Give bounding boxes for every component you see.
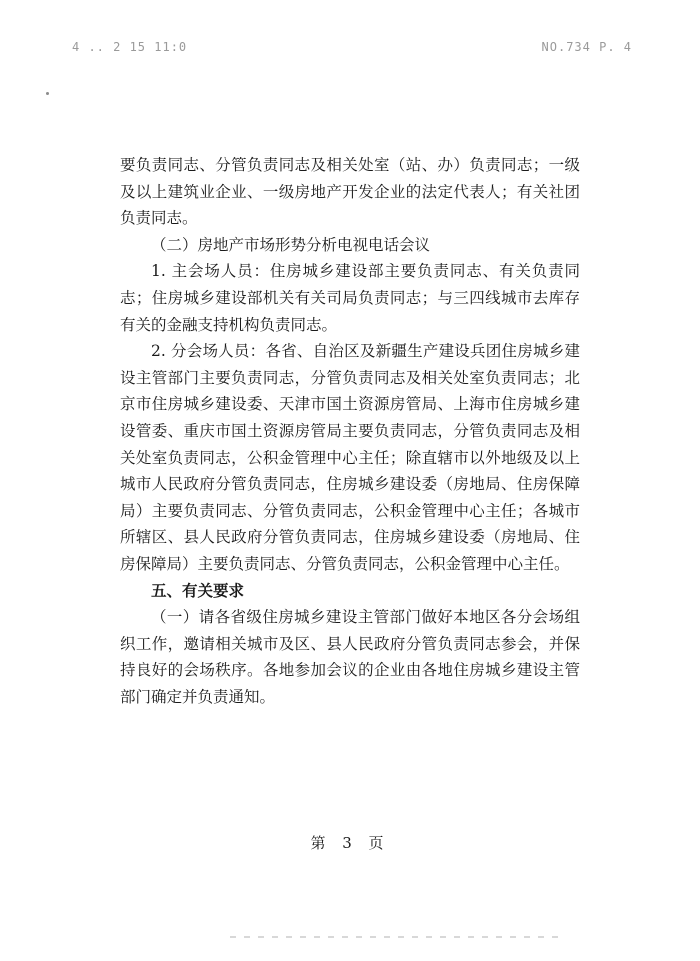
page-number: 第 3 页 (310, 834, 390, 852)
paragraph-main-venue: 1. 主会场人员：住房城乡建设部主要负责同志、有关负责同志；住房城乡建设部机关有关司局负责同志；与三四线城市去库存有关的金融支持机构负责同志。 (120, 262, 580, 334)
fax-header (72, 40, 632, 60)
fax-header-left: 4 .. 2 15 11:0 (72, 40, 188, 54)
scan-noise-line (230, 936, 560, 938)
scan-speck (46, 92, 49, 95)
paragraph-continuation: 要负责同志、分管负责同志及相关处室（站、办）负责同志；一级及以上建筑业企业、一级房地产开发企业的法定代表人；有关社团负责同志。 (120, 156, 580, 228)
subheading-tv-conference: （二）房地产市场形势分析电视电话会议 (151, 235, 431, 254)
document-body (120, 152, 580, 710)
paragraph-requirement-1: （一）请各省级住房城乡建设主管部门做好本地区各分会场组织工作，邀请相关城市及区、县人民政府分管负责同志参会，并保持良好的会场秩序。各地参加会议的企业由各地住房城乡建设主管部门确定并负责通知。 (120, 608, 580, 706)
paragraph-branch-venue: 2. 分会场人员：各省、自治区及新疆生产建设兵团住房城乡建设主管部门主要负责同志，分管负责同志及相关处室负责同志；北京市住房城乡建设委、天津市国土资源房管局、上海市住房城乡建设管委、重庆市国土资源房管局主要负责同志，分管负责同志及相关处室负责同志，公积金管理中心主任；除直辖市以外地级及以上城市人民政府分管负责同志，住房城乡建设委（房地局、住房保障局）主要负责同志、分管负责同志，公积金管理中心主任；各城市所辖区、县人民政府分管负责同志，住房城乡建设委（房地局、住房保障局）主要负责同志、分管负责同志，公积金管理中心主任。 (120, 342, 580, 573)
fax-header-right: NO.734 P. 4 (541, 40, 632, 54)
section-heading-requirements: 五、有关要求 (151, 581, 245, 600)
